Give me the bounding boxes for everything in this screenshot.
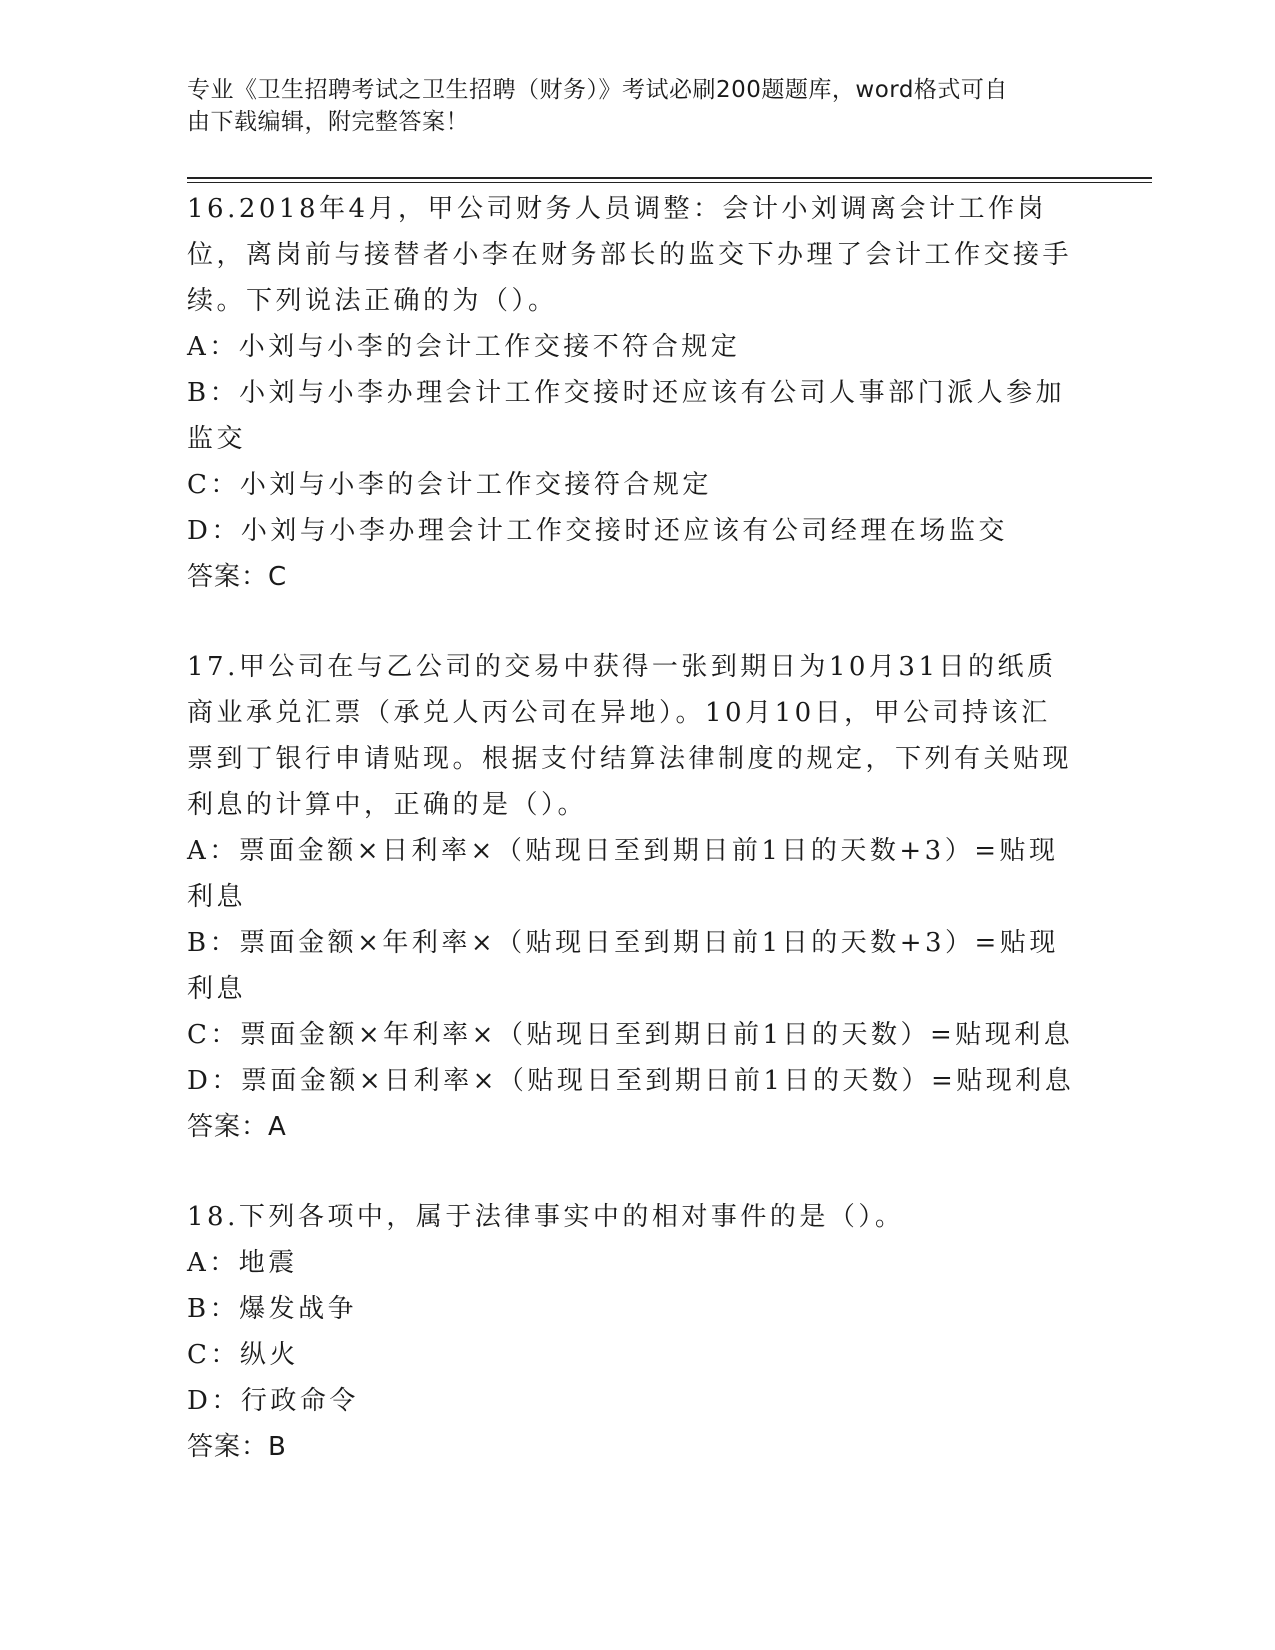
- question-17: [187, 644, 1077, 1150]
- question-list: [187, 186, 1077, 1514]
- header-divider-thin: [187, 182, 1152, 183]
- question-text: 18.下列各项中，属于法律事实中的相对事件的是（）。: [187, 1202, 905, 1232]
- option-c: C：小刘与小李的会计工作交接符合规定: [187, 470, 712, 500]
- option-d: D：票面金额×日利率×（贴现日至到期日前1日的天数）=贴现利息: [187, 1066, 1075, 1096]
- option-d: D：行政命令: [187, 1386, 359, 1416]
- answer: 答案：C: [187, 562, 288, 592]
- option-c: C：纵火: [187, 1340, 299, 1370]
- answer: 答案：A: [187, 1112, 287, 1142]
- question-text: 17.甲公司在与乙公司的交易中获得一张到期日为10月31日的纸质商业承兑汇票（承兑人丙公司在异地）。10月10日，甲公司持该汇票到丁银行申请贴现。根据支付结算法律制度的规定，下列有关贴现利息的计算中，正确的是（）。: [187, 652, 1073, 820]
- question-18: [187, 1194, 1077, 1470]
- option-b: B：爆发战争: [187, 1294, 358, 1324]
- header-line-1: 专业《卫生招聘考试之卫生招聘（财务）》考试必刷200题题库，word格式可自: [187, 77, 1008, 103]
- option-a: A：票面金额×日利率×（贴现日至到期日前1日的天数+3）=贴现利息: [187, 836, 1059, 912]
- option-b: B：票面金额×年利率×（贴现日至到期日前1日的天数+3）=贴现利息: [187, 928, 1059, 1004]
- option-b: B：小刘与小李办理会计工作交接时还应该有公司人事部门派人参加监交: [187, 378, 1066, 454]
- option-a: A：小刘与小李的会计工作交接不符合规定: [187, 332, 741, 362]
- document-header: [187, 74, 1067, 138]
- header-divider-thick: [187, 177, 1152, 179]
- question-16: [187, 186, 1077, 600]
- option-c: C：票面金额×年利率×（贴现日至到期日前1日的天数）=贴现利息: [187, 1020, 1074, 1050]
- option-a: A：地震: [187, 1248, 298, 1278]
- header-line-2: 由下载编辑，附完整答案！: [187, 109, 469, 135]
- answer: 答案：B: [187, 1432, 287, 1462]
- option-d: D：小刘与小李办理会计工作交接时还应该有公司经理在场监交: [187, 516, 1008, 546]
- question-text: 16.2018年4月，甲公司财务人员调整：会计小刘调离会计工作岗位，离岗前与接替者小李在财务部长的监交下办理了会计工作交接手续。下列说法正确的为（）。: [187, 194, 1073, 316]
